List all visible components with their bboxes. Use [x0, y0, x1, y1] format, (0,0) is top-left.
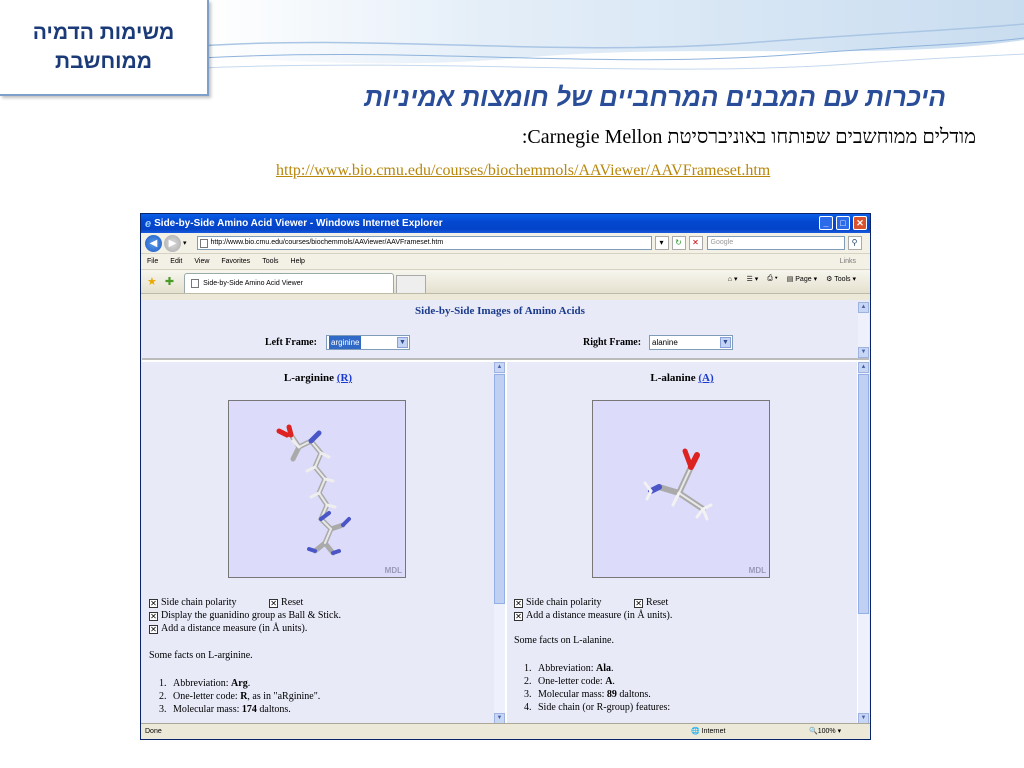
address-field[interactable] [197, 236, 652, 250]
right-frame-select[interactable] [649, 335, 733, 350]
side-chain-polarity-checkbox[interactable]: ✕ Side chain polarity [150, 597, 237, 608]
left-options [149, 596, 341, 635]
menu-favorites[interactable]: Favorites [221, 258, 251, 265]
window-title: Side-by-Side Amino Acid Viewer - Windows Internet Explorer [154, 218, 443, 229]
left-molecule-frame [142, 362, 494, 724]
address-bar-row [141, 233, 870, 254]
page-icon [200, 239, 208, 248]
left-molecule-name: L-arginine [283, 372, 335, 384]
slide-title: היכרות עם המבנים המרחביים של חומצות אמיניות [364, 82, 946, 112]
scroll-up-arrow[interactable]: ▲ [858, 362, 869, 373]
list-item: 3. Molecular mass: 89 daltons. [524, 689, 651, 700]
chevron-down-icon[interactable]: ▼ [397, 337, 408, 348]
list-item: 1. Abbreviation: Ala. [524, 663, 614, 674]
tab-label: Side-by-Side Amino Acid Viewer [203, 280, 303, 287]
scroll-thumb[interactable] [858, 374, 869, 614]
address-text: http://www.bio.cmu.edu/courses/biochemmols/AAViewer/AAVFrameset.htm [210, 239, 444, 246]
chevron-down-icon[interactable]: ▼ [720, 337, 731, 348]
mdl-watermark: MDL [384, 566, 402, 575]
refresh-button[interactable]: ↻ [672, 236, 686, 250]
scroll-down-arrow[interactable]: ▼ [858, 713, 869, 724]
minimize-button[interactable]: _ [819, 216, 833, 230]
right-frame-label: Right Frame: [583, 337, 642, 348]
side-chain-polarity-checkbox[interactable]: ✕ Side chain polarity [515, 597, 602, 608]
status-bar [141, 723, 870, 739]
browser-tab[interactable] [184, 273, 394, 293]
menu-bar [141, 254, 870, 270]
scroll-down-arrow[interactable]: ▼ [494, 713, 505, 724]
subtitle-text: מודלים ממוחשבים שפותחו באוניברסיטת [667, 126, 976, 148]
menu-view[interactable]: View [194, 258, 210, 265]
left-facts-list [159, 677, 320, 716]
list-item: 2. One-letter code: R, as in "aRginine". [159, 691, 321, 702]
right-molecule-frame [507, 362, 857, 724]
page-content [142, 300, 869, 724]
right-frame-value: alanine [652, 338, 678, 347]
list-item: 1. Abbreviation: Arg. [159, 678, 251, 689]
topic-badge: משימות הדמיה ממוחשבת [0, 0, 209, 96]
distance-measure-checkbox[interactable]: ✕ Add a distance measure (in Å units). [515, 610, 673, 621]
viewer-title: Side-by-Side Images of Amino Acids [415, 305, 585, 317]
left-frame-value: arginine [331, 338, 360, 347]
menu-help[interactable]: Help [290, 258, 305, 265]
zoom-control[interactable]: 🔍100% ▾ [809, 728, 842, 735]
scroll-down-arrow[interactable]: ▼ [858, 347, 869, 358]
favorites-star-icon[interactable]: ★ [147, 276, 157, 288]
list-item: 4. Side chain (or R-group) features: [524, 702, 671, 713]
right-molecule-name: L-alanine [650, 372, 696, 384]
menu-edit[interactable]: Edit [170, 258, 183, 265]
address-dropdown-button[interactable]: ▾ [655, 236, 669, 250]
left-frame-label: Left Frame: [265, 337, 317, 348]
close-button[interactable]: ✕ [853, 216, 867, 230]
ie-browser-window [140, 213, 871, 740]
scroll-up-arrow[interactable]: ▲ [494, 362, 505, 373]
top-frame-scrollbar[interactable] [858, 302, 869, 358]
home-icon[interactable]: ⌂ ▾ [727, 276, 738, 283]
print-icon[interactable]: ⎙ ▾ [767, 275, 778, 282]
subtitle-line [522, 126, 976, 149]
right-facts-list [524, 662, 670, 714]
distance-measure-checkbox[interactable]: ✕ Add a distance measure (in Å units). [150, 623, 308, 634]
arginine-3d-model[interactable] [228, 400, 406, 578]
add-favorite-icon[interactable]: ✚ [164, 276, 175, 288]
alanine-3d-model[interactable] [592, 400, 770, 578]
left-facts-intro: Some facts on L-arginine. [149, 650, 253, 661]
arginine-structure-image [229, 401, 407, 579]
ball-stick-checkbox[interactable]: ✕ Display the guanidino group as Ball & Stick. [150, 610, 341, 621]
left-frame-scrollbar[interactable] [494, 362, 505, 724]
resource-link[interactable]: http://www.bio.cmu.edu/courses/biochemmols/AAViewer/AAVFrameset.htm [276, 162, 771, 179]
scroll-thumb[interactable] [494, 374, 505, 604]
mdl-watermark: MDL [748, 566, 766, 575]
tools-menu[interactable]: ⚙ Tools ▾ [826, 276, 856, 283]
forward-button[interactable]: ▶ [164, 235, 181, 252]
tab-page-icon [191, 279, 199, 288]
right-frame-scrollbar[interactable] [858, 362, 869, 724]
reset-checkbox[interactable]: ✕ Reset [635, 597, 669, 608]
nav-dropdown-icon[interactable]: ▾ [183, 240, 187, 247]
scroll-up-arrow[interactable]: ▲ [858, 302, 869, 313]
stop-button[interactable]: ✕ [689, 236, 703, 250]
selector-frame [142, 300, 869, 360]
list-item: 3. Molecular mass: 174 daltons. [159, 704, 291, 715]
window-titlebar [141, 214, 870, 233]
globe-icon: 🌐 [691, 728, 700, 735]
right-molecule-title [507, 372, 857, 384]
zoom-icon: 🔍 [809, 728, 818, 735]
maximize-button[interactable]: □ [836, 216, 850, 230]
right-options [514, 596, 672, 622]
university-name: Carnegie Mellon [527, 126, 663, 148]
reset-checkbox[interactable]: ✕ Reset [270, 597, 304, 608]
left-frame-select[interactable] [326, 335, 410, 350]
command-bar [728, 275, 856, 283]
menu-tools[interactable]: Tools [262, 258, 279, 265]
links-label[interactable]: Links [839, 258, 856, 265]
security-zone: 🌐 Internet [691, 728, 726, 735]
right-facts-intro: Some facts on L-alanine. [514, 635, 614, 646]
alanine-structure-image [593, 401, 771, 579]
new-tab-button[interactable] [396, 275, 426, 293]
feeds-icon[interactable]: ☰ ▾ [746, 276, 759, 283]
subtitle-colon: : [521, 126, 528, 148]
ie-icon: e [145, 217, 152, 230]
tab-bar [141, 270, 870, 294]
list-item: 2. One-letter code: A. [524, 676, 615, 687]
back-button[interactable]: ◀ [145, 235, 162, 252]
page-menu[interactable]: ▤ Page ▾ [786, 276, 818, 283]
left-molecule-code-link[interactable]: (R) [336, 372, 353, 384]
status-text: Done [145, 728, 162, 735]
search-input[interactable]: Google [707, 236, 845, 250]
left-molecule-title [142, 372, 494, 384]
right-molecule-code-link[interactable]: (A) [698, 372, 714, 384]
search-icon[interactable]: ⚲ [848, 236, 862, 250]
menu-file[interactable]: File [147, 258, 159, 265]
